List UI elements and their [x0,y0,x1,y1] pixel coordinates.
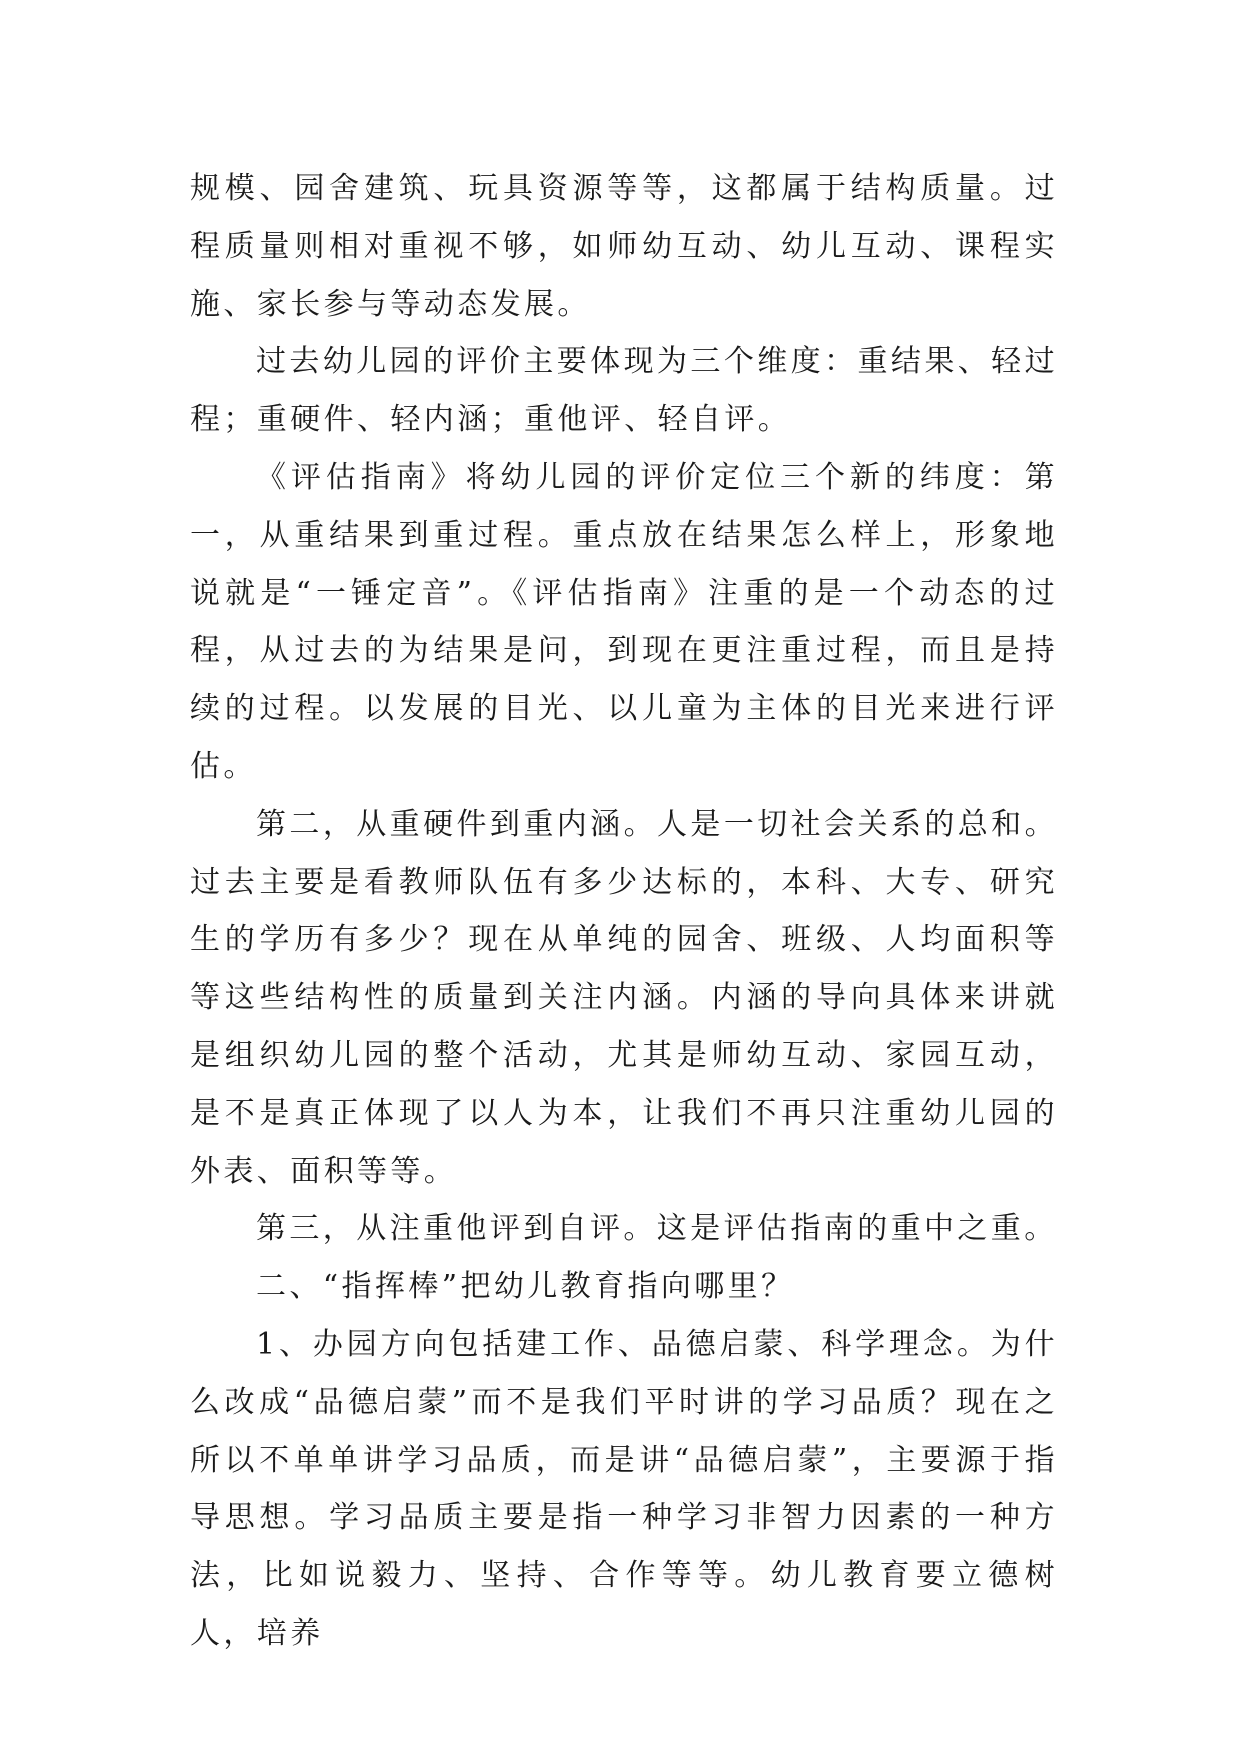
paragraph-5: 第三，从注重他评到自评。这是评估指南的重中之重。 [256,1211,1058,1247]
paragraph-4: 第二，从重硬件到重内涵。人是一切社会关系的总和。过去主要是看教师队伍有多少达标的，本科、大专、研究生的学历有多少？现在从单纯的园舍、班级、人均面积等等这些结构性的质量到关注内涵。内涵的导向具体来讲就是组织幼儿园的整个活动，尤其是师幼互动、家园互动，是不是真正体现了以人为本，让我们不再只注重幼儿园的外表、面积等等。 [190,806,1058,1189]
paragraph-2: 过去幼儿园的评价主要体现为三个维度：重结果、轻过程；重硬件、轻内涵；重他评、轻自评。 [190,344,1058,438]
paragraph-7: 1、办园方向包括建工作、品德启蒙、科学理念。为什么改成“品德启蒙”而不是我们平时讲的学习品质？现在之所以不单单讲学习品质，而是讲“品德启蒙”，主要源于指导思想。学习品质主要是指一种学习非智力因素的一种方法，比如说毅力、坚持、合作等等。幼儿教育要立德树人，培养 [190,1326,1058,1651]
paragraph-3: 《评估指南》将幼儿园的评价定位三个新的纬度：第一，从重结果到重过程。重点放在结果怎么样上，形象地说就是“一锤定音”。《评估指南》注重的是一个动态的过程，从过去的为结果是问，到现在更注重过程，而且是持续的过程。以发展的目光、以儿童为主体的目光来进行评估。 [190,459,1058,784]
document-body [190,160,1058,1663]
section-heading: 二、“指挥棒”把幼儿教育指向哪里？ [256,1269,795,1305]
paragraph-1: 规模、园舍建筑、玩具资源等等，这都属于结构质量。过程质量则相对重视不够，如师幼互动、幼儿互动、课程实施、家长参与等动态发展。 [190,171,1058,322]
